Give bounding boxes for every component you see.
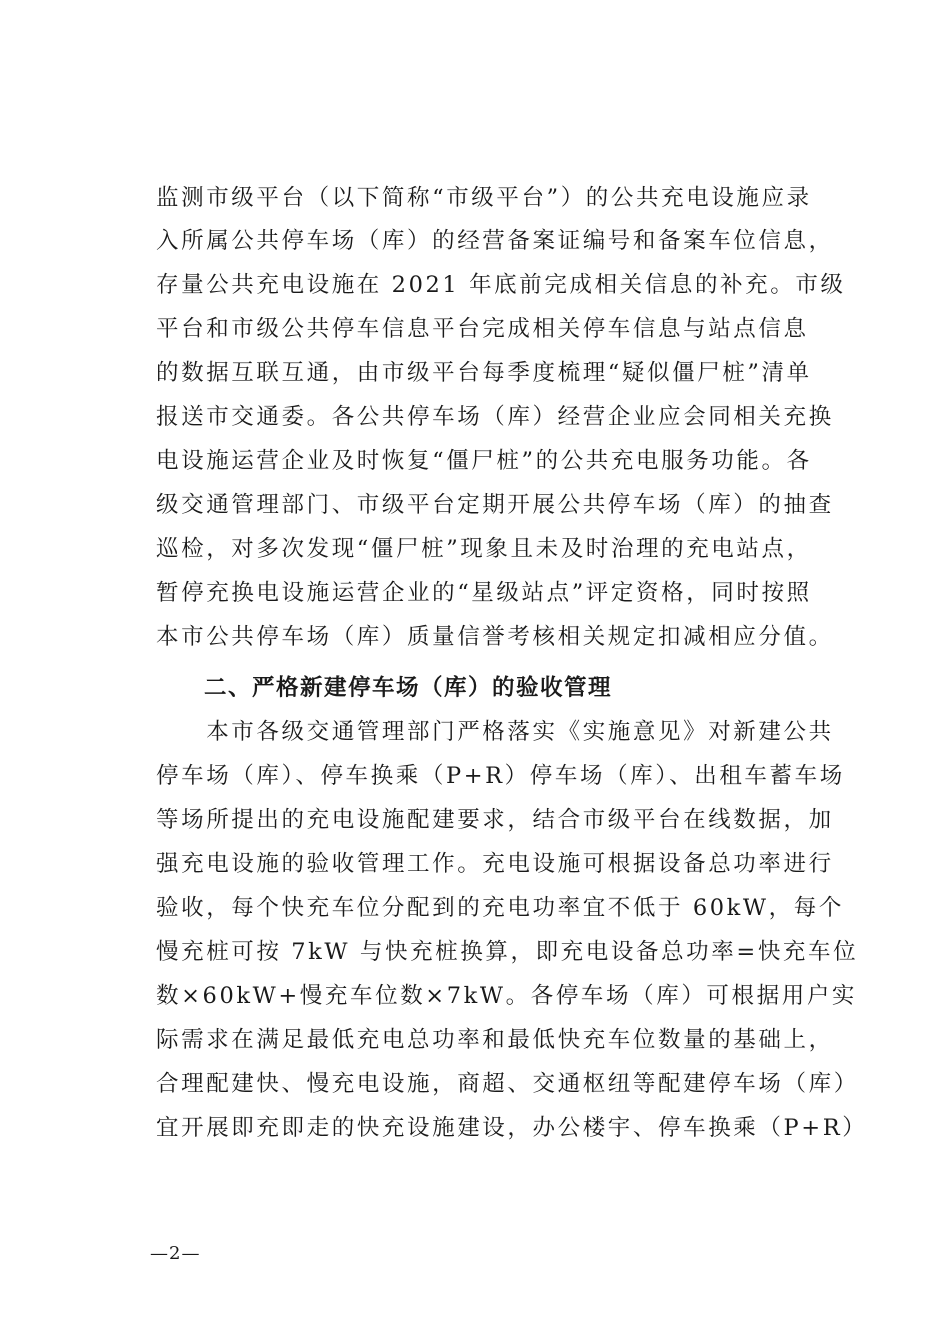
paragraph-line-21: 宜开展即充即走的快充设施建设，办公楼宇、停车换乘（P+R） — [156, 1115, 868, 1141]
paragraph-line-14: 等场所提出的充电设施配建要求，结合市级平台在线数据，加 — [156, 807, 834, 833]
paragraph-line-16: 验收，每个快充车位分配到的充电功率宜不低于 60kW，每个 — [156, 895, 844, 921]
paragraph-line-12: 本市各级交通管理部门严格落实《实施意见》对新建公共 — [156, 719, 834, 745]
paragraph-line-10: 暂停充换电设施运营企业的“星级站点”评定资格，同时按照 — [156, 580, 812, 606]
paragraph-line-2: 入所属公共停车场（库）的经营备案证编号和备案车位信息， — [156, 228, 834, 254]
paragraph-line-1: 监测市级平台（以下简称“市级平台”）的公共充电设施应录 — [156, 185, 812, 211]
paragraph-line-20: 合理配建快、慢充电设施，商超、交通枢纽等配建停车场（库） — [156, 1071, 859, 1097]
paragraph-line-18: 数×60kW+慢充车位数×7kW。各停车场（库）可根据用户实 — [156, 983, 858, 1009]
paragraph-line-15: 强充电设施的验收管理工作。充电设施可根据设备总功率进行 — [156, 851, 834, 877]
paragraph-line-8: 级交通管理部门、市级平台定期开展公共停车场（库）的抽查 — [156, 492, 834, 518]
paragraph-line-19: 际需求在满足最低充电总功率和最低快充车位数量的基础上， — [156, 1027, 834, 1053]
paragraph-line-7: 电设施运营企业及时恢复“僵尸桩”的公共充电服务功能。各 — [156, 448, 812, 474]
paragraph-line-3: 存量公共充电设施在 2021 年底前完成相关信息的补充。市级 — [156, 272, 846, 298]
paragraph-line-11: 本市公共停车场（库）质量信誉考核相关规定扣减相应分值。 — [156, 624, 834, 650]
paragraph-line-13: 停车场（库）、停车换乘（P+R）停车场（库）、出租车蓄车场 — [156, 763, 845, 789]
paragraph-line-9: 巡检，对多次发现“僵尸桩”现象且未及时治理的充电站点， — [156, 536, 812, 562]
paragraph-line-17: 慢充桩可按 7kW 与快充桩换算，即充电设备总功率=快充车位 — [156, 939, 859, 965]
section-heading: 二、严格新建停车场（库）的验收管理 — [156, 675, 613, 701]
page-number: —2— — [150, 1243, 201, 1264]
paragraph-line-5: 的数据互联互通，由市级平台每季度梳理“疑似僵尸桩”清单 — [156, 360, 812, 386]
paragraph-line-6: 报送市交通委。各公共停车场（库）经营企业应会同相关充换 — [156, 404, 834, 430]
paragraph-line-4: 平台和市级公共停车信息平台完成相关停车信息与站点信息 — [156, 316, 809, 342]
